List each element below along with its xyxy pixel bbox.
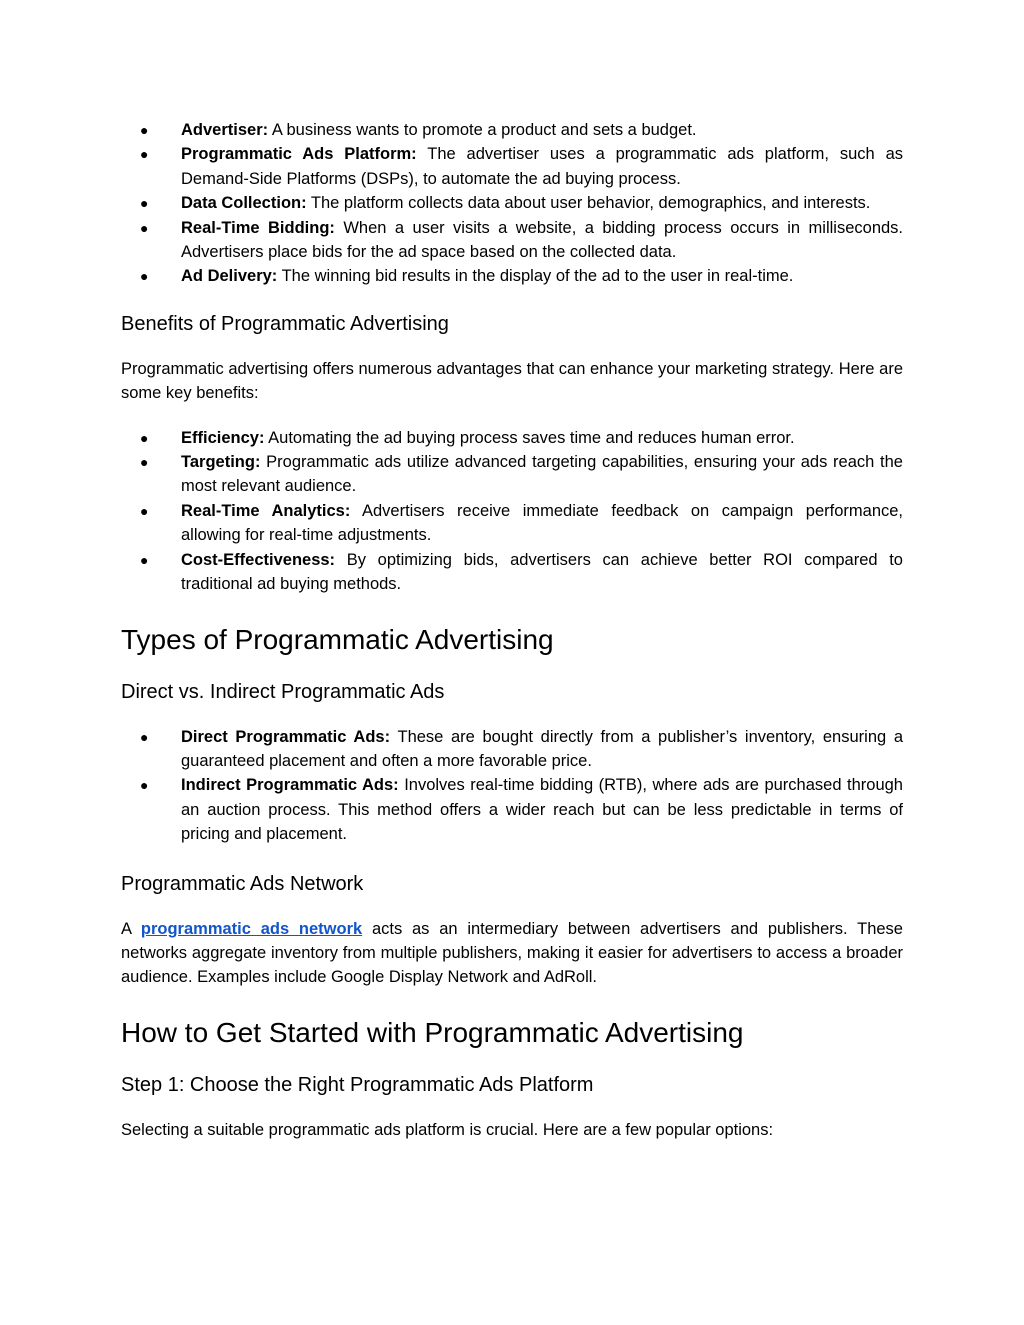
bullet-icon: ●	[140, 195, 149, 212]
list-item	[121, 773, 903, 846]
item-label: Ad Delivery:	[181, 267, 278, 286]
item-label: Cost-Effectiveness:	[181, 550, 336, 569]
bullet-icon: ●	[140, 502, 149, 519]
list-item	[121, 191, 903, 215]
programmatic-ads-network-link[interactable]: programmatic ads network	[140, 919, 363, 938]
item-text: The winning bid results in the display of the ad to the user in real-time.	[281, 267, 794, 286]
list-item	[121, 450, 903, 499]
types-heading: Types of Programmatic Advertising	[121, 623, 554, 655]
process-steps-list	[121, 118, 903, 289]
item-text: Advertisers receive immediate feedback on campaign performance, allowing for real-time adjustments.	[181, 501, 904, 545]
item-text: By optimizing bids, advertisers can achieve better ROI compared to traditional ad buying methods.	[181, 550, 903, 594]
item-text: The advertiser uses a programmatic ads platform, such as Demand-Side Platforms (DSPs), to automate the ad buying process.	[181, 145, 904, 188]
list-item	[121, 118, 903, 142]
item-label: Targeting:	[181, 453, 261, 472]
bullet-icon: ●	[140, 146, 149, 163]
list-item	[121, 142, 903, 191]
network-text: acts as an intermediary between advertisers and publishers. These networks aggregate inventory from multiple publishers, making it easier for advertisers to access a broader audience. Examples include Google Display Network and AdRoll.	[121, 919, 903, 987]
ad-types-list	[121, 725, 903, 847]
document-page	[121, 118, 903, 1142]
item-text: These are bought directly from a publisher’s inventory, ensuring a guaranteed placement and often a more favorable price.	[181, 727, 904, 770]
item-label: Real-Time Analytics:	[181, 501, 351, 520]
item-label: Advertiser:	[181, 121, 269, 139]
list-item	[121, 264, 903, 288]
network-prefix: A	[121, 919, 132, 938]
item-label: Data Collection:	[181, 194, 307, 213]
benefits-heading: Benefits of Programmatic Advertising	[121, 312, 449, 335]
item-label: Real-Time Bidding:	[181, 218, 335, 237]
bullet-icon: ●	[140, 219, 149, 236]
list-item	[121, 499, 903, 548]
benefits-list	[121, 426, 903, 597]
item-label: Efficiency:	[181, 428, 265, 447]
bullet-icon: ●	[140, 551, 149, 568]
benefits-intro: Programmatic advertising offers numerous advantages that can enhance your marketing strategy. Here are some key benefits:	[121, 359, 903, 403]
bullet-icon: ●	[140, 454, 149, 471]
getting-started-heading: How to Get Started with Programmatic Advertising	[121, 1016, 744, 1048]
item-text: Automating the ad buying process saves time and reduces human error.	[268, 428, 795, 447]
list-item	[121, 548, 903, 597]
ads-network-paragraph	[121, 917, 903, 990]
ads-network-heading: Programmatic Ads Network	[121, 872, 364, 895]
list-item	[121, 426, 903, 450]
item-text: The platform collects data about user behavior, demographics, and interests.	[310, 194, 871, 213]
item-label: Direct Programmatic Ads:	[181, 727, 391, 746]
bullet-icon: ●	[140, 777, 149, 794]
bullet-icon: ●	[140, 728, 149, 745]
step1-paragraph: Selecting a suitable programmatic ads platform is crucial. Here are a few popular options:	[121, 1120, 774, 1139]
bullet-icon: ●	[140, 122, 149, 138]
list-item	[121, 725, 903, 774]
direct-indirect-heading: Direct vs. Indirect Programmatic Ads	[121, 680, 445, 703]
bullet-icon: ●	[140, 268, 149, 285]
item-label: Indirect Programmatic Ads:	[181, 776, 399, 795]
list-item	[121, 216, 903, 265]
item-text: When a user visits a website, a bidding process occurs in milliseconds. Advertisers place bids for the ad space based on the collected data.	[181, 218, 904, 262]
step1-heading: Step 1: Choose the Right Programmatic Ads Platform	[121, 1073, 594, 1096]
item-text: Involves real-time bidding (RTB), where ads are purchased through an auction process. This method offers a wider reach but can be less predictable in terms of pricing and placement.	[181, 776, 903, 844]
bullet-icon: ●	[140, 429, 149, 446]
item-text: Programmatic ads utilize advanced targeting capabilities, ensuring your ads reach the most relevant audience.	[181, 453, 903, 496]
item-text: A business wants to promote a product and sets a budget.	[271, 121, 697, 139]
item-label: Programmatic Ads Platform:	[181, 145, 417, 164]
